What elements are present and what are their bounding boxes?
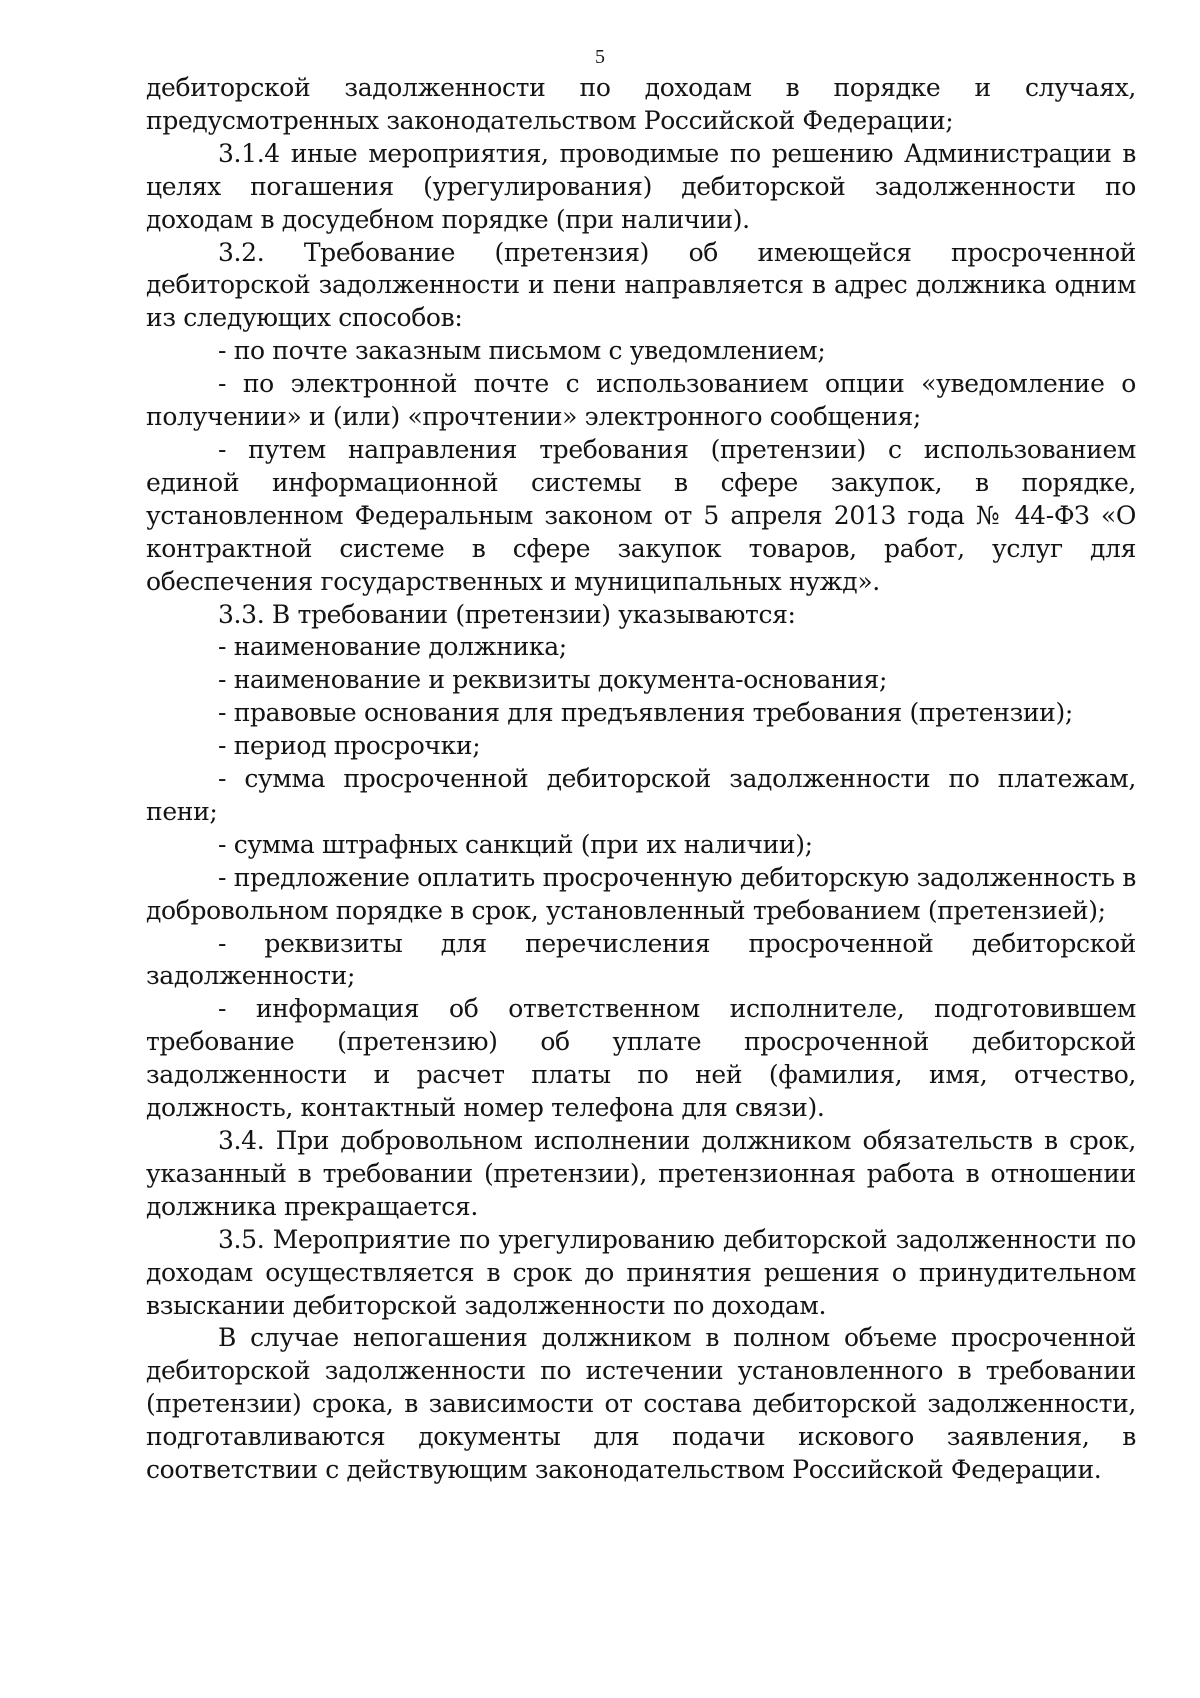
list-item: - по электронной почте с использованием опции «уведомление о получении» и (или) «прочтении» электронного сообщения; [146,369,1136,432]
list-item: - информация об ответственном исполнителе, подготовившем требование (претензию) об уплате просроченной дебиторской задолженности и расчет платы по ней (фамилия, имя, отчество, должность, контактный номер телефона для связи). [146,994,1136,1123]
paragraph-3-2: 3.2. Требование (претензия) об имеющейся просроченной дебиторской задолженности и пени направляется в адрес должника одним из следующих способов: [146,237,1136,333]
paragraph-continuation: дебиторской задолженности по доходам в порядке и случаях, предусмотренных законодательством Российской Федерации; [146,73,1136,135]
list-item: - путем направления требования (претензии) с использованием единой информационной системы в сфере закупок, в порядке, установленном Федеральным законом от 5 апреля 2013 года № 44-ФЗ «О контрактной системе в сфере закупок товаров, работ, услуг для обеспечения государственных и муниципальных нужд». [146,434,1136,596]
paragraph-3-4: 3.4. При добровольном исполнении должником обязательств в срок, указанный в требовании (претензии), претензионная работа в отношении должника прекращается. [146,1126,1136,1221]
list-item: - период просрочки; [218,731,481,761]
list-item: - предложение оплатить просроченную дебиторскую задолженность в добровольном порядке в срок, установленный требованием (претензией); [146,862,1136,925]
list-item: - правовые основания для предъявления требования (претензии); [218,698,1073,728]
paragraph-3-5: 3.5. Мероприятие по урегулированию дебиторской задолженности по доходам осуществляется в срок до принятия решения о принудительном взыскании дебиторской задолженности по доходам. [146,1224,1136,1320]
paragraph-3-5-continued: В случае непогашения должником в полном объеме просроченной дебиторской задолженности по истечении установленного в требовании (претензии) срока, в зависимости от состава дебиторской задолженности, подготавливаются документы для подачи искового заявления, в соответствии с действующим законодательством Российской Федерации. [146,1323,1136,1485]
page-number: 5 [595,46,605,68]
document-body [146,72,1136,1487]
list-item: - по почте заказным письмом с уведомлением; [218,336,826,366]
list-item: - наименование должника; [218,632,567,662]
paragraph-3-1-4: 3.1.4 иные мероприятия, проводимые по решению Администрации в целях погашения (урегулирования) дебиторской задолженности по доходам в досудебном порядке (при наличии). [146,138,1136,234]
paragraph-3-3: 3.3. В требовании (претензии) указываются: [218,599,796,629]
list-item: - сумма просроченной дебиторской задолженности по платежам, пени; [146,764,1136,826]
list-item: - сумма штрафных санкций (при их наличии); [218,829,813,859]
list-item: - реквизиты для перечисления просроченной дебиторской задолженности; [146,928,1136,991]
list-item: - наименование и реквизиты документа-основания; [218,665,888,695]
